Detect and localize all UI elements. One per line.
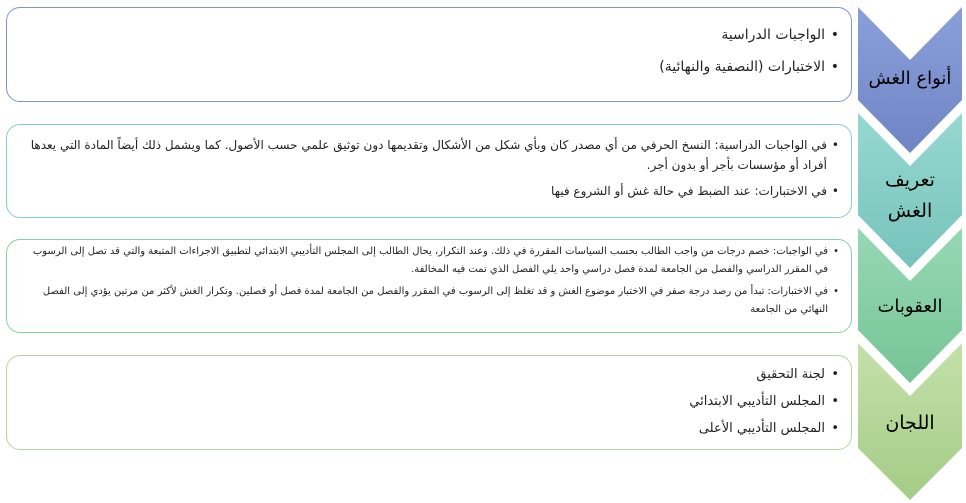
list-item: • لجنة التحقيق [27,366,839,384]
list-item: • المجلس التأديبي الأعلى [27,420,839,438]
row3-label: العقوبات [877,296,943,317]
list-item: • في الاختبارات: عند الضبط في حالة غش أو الشروع فيها [25,181,839,201]
list-item: • الاختبارات (النصفية والنهائية) [27,58,839,76]
list-item: • الواجبات الدراسية [27,26,839,44]
list-item: • في الاختبارات: تبدأ من رصد درجة صفر في الاختبار موضوع الغش و قد تغلظ إلى الرسوب في المقرر والفصل من الجامعة لمدة فصل أو فصلين. وتكرار الغش لأكثر من مرتين يؤدي إلى الفصل النهائي من الجامعة [25,283,839,319]
row1-label: أنواع الغش [868,68,952,89]
list-item: • في الواجبات الدراسية: النسخ الحرفي من أي مصدر كان وبأي شكل من الأشكال وتقديمها دون توثيق علمي حسب الأصول. كما ويشمل ذلك أيضاً المادة التي يعدها أفراد أو مؤسسات بأجر أو بدون أجر. [25,135,839,175]
row4-label: اللجان [885,412,935,434]
list-item: • في الواجبات: خصم درجات من واجب الطالب بحسب السياسات المقررة في ذلك. وعند التكرار، يحال الطالب إلى المجلس التأديبي الابتدائي لتطبيق الاجراءات المتبعة والتي قد تصل إلى الرسوب في المقرر الدراسي والفصل من الجامعة لمدة فصل دراسي واحد يلي الفصل الذي تمت فيه المخالفة. [25,243,839,279]
row2-label: تعريف الغش [885,169,935,222]
list-item: • المجلس التأديبي الابتدائي [27,393,839,411]
